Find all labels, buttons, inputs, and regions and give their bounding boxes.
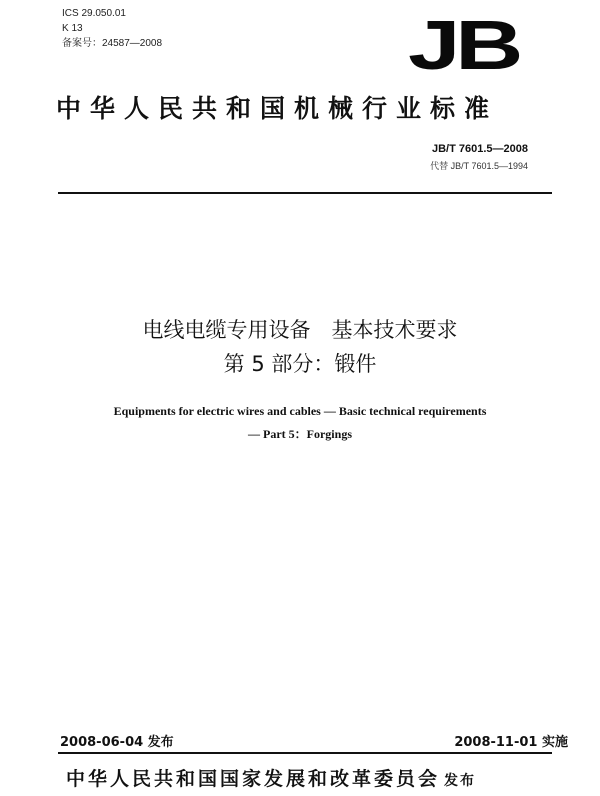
standard-number: JB/T 7601.5—2008 bbox=[431, 143, 528, 155]
bottom-divider bbox=[58, 752, 552, 754]
issuer-suffix: 发布 bbox=[444, 773, 477, 789]
top-divider bbox=[58, 192, 552, 194]
main-title: 中华人民共和国机械行业标准 bbox=[56, 94, 499, 123]
registration-number: 备案号：24587—2008 bbox=[62, 38, 163, 49]
english-title-line-2: — Part 5：Forgings bbox=[248, 427, 352, 441]
ics-code: ICS 29.050.01 bbox=[62, 8, 126, 19]
replaces-standard: 代替 JB/T 7601.5—1994 bbox=[430, 161, 528, 171]
issuing-authority bbox=[66, 764, 476, 791]
issue-date: 2008-06-04 发布 bbox=[60, 735, 174, 750]
chinese-title-line-2: 第 5 部分：锻件 bbox=[223, 352, 377, 376]
classification-code: K 13 bbox=[62, 23, 83, 34]
chinese-title-line-1: 电线电缆专用设备 基本技术要求 bbox=[142, 318, 458, 342]
english-title-line-1: Equipments for electric wires and cables — Basic technical requirements bbox=[113, 404, 487, 418]
issuer-name: 中华人民共和国国家发展和改革委员会 bbox=[66, 768, 441, 790]
jb-logo: JB bbox=[408, 6, 519, 84]
implementation-date: 2008-11-01 实施 bbox=[454, 735, 568, 750]
